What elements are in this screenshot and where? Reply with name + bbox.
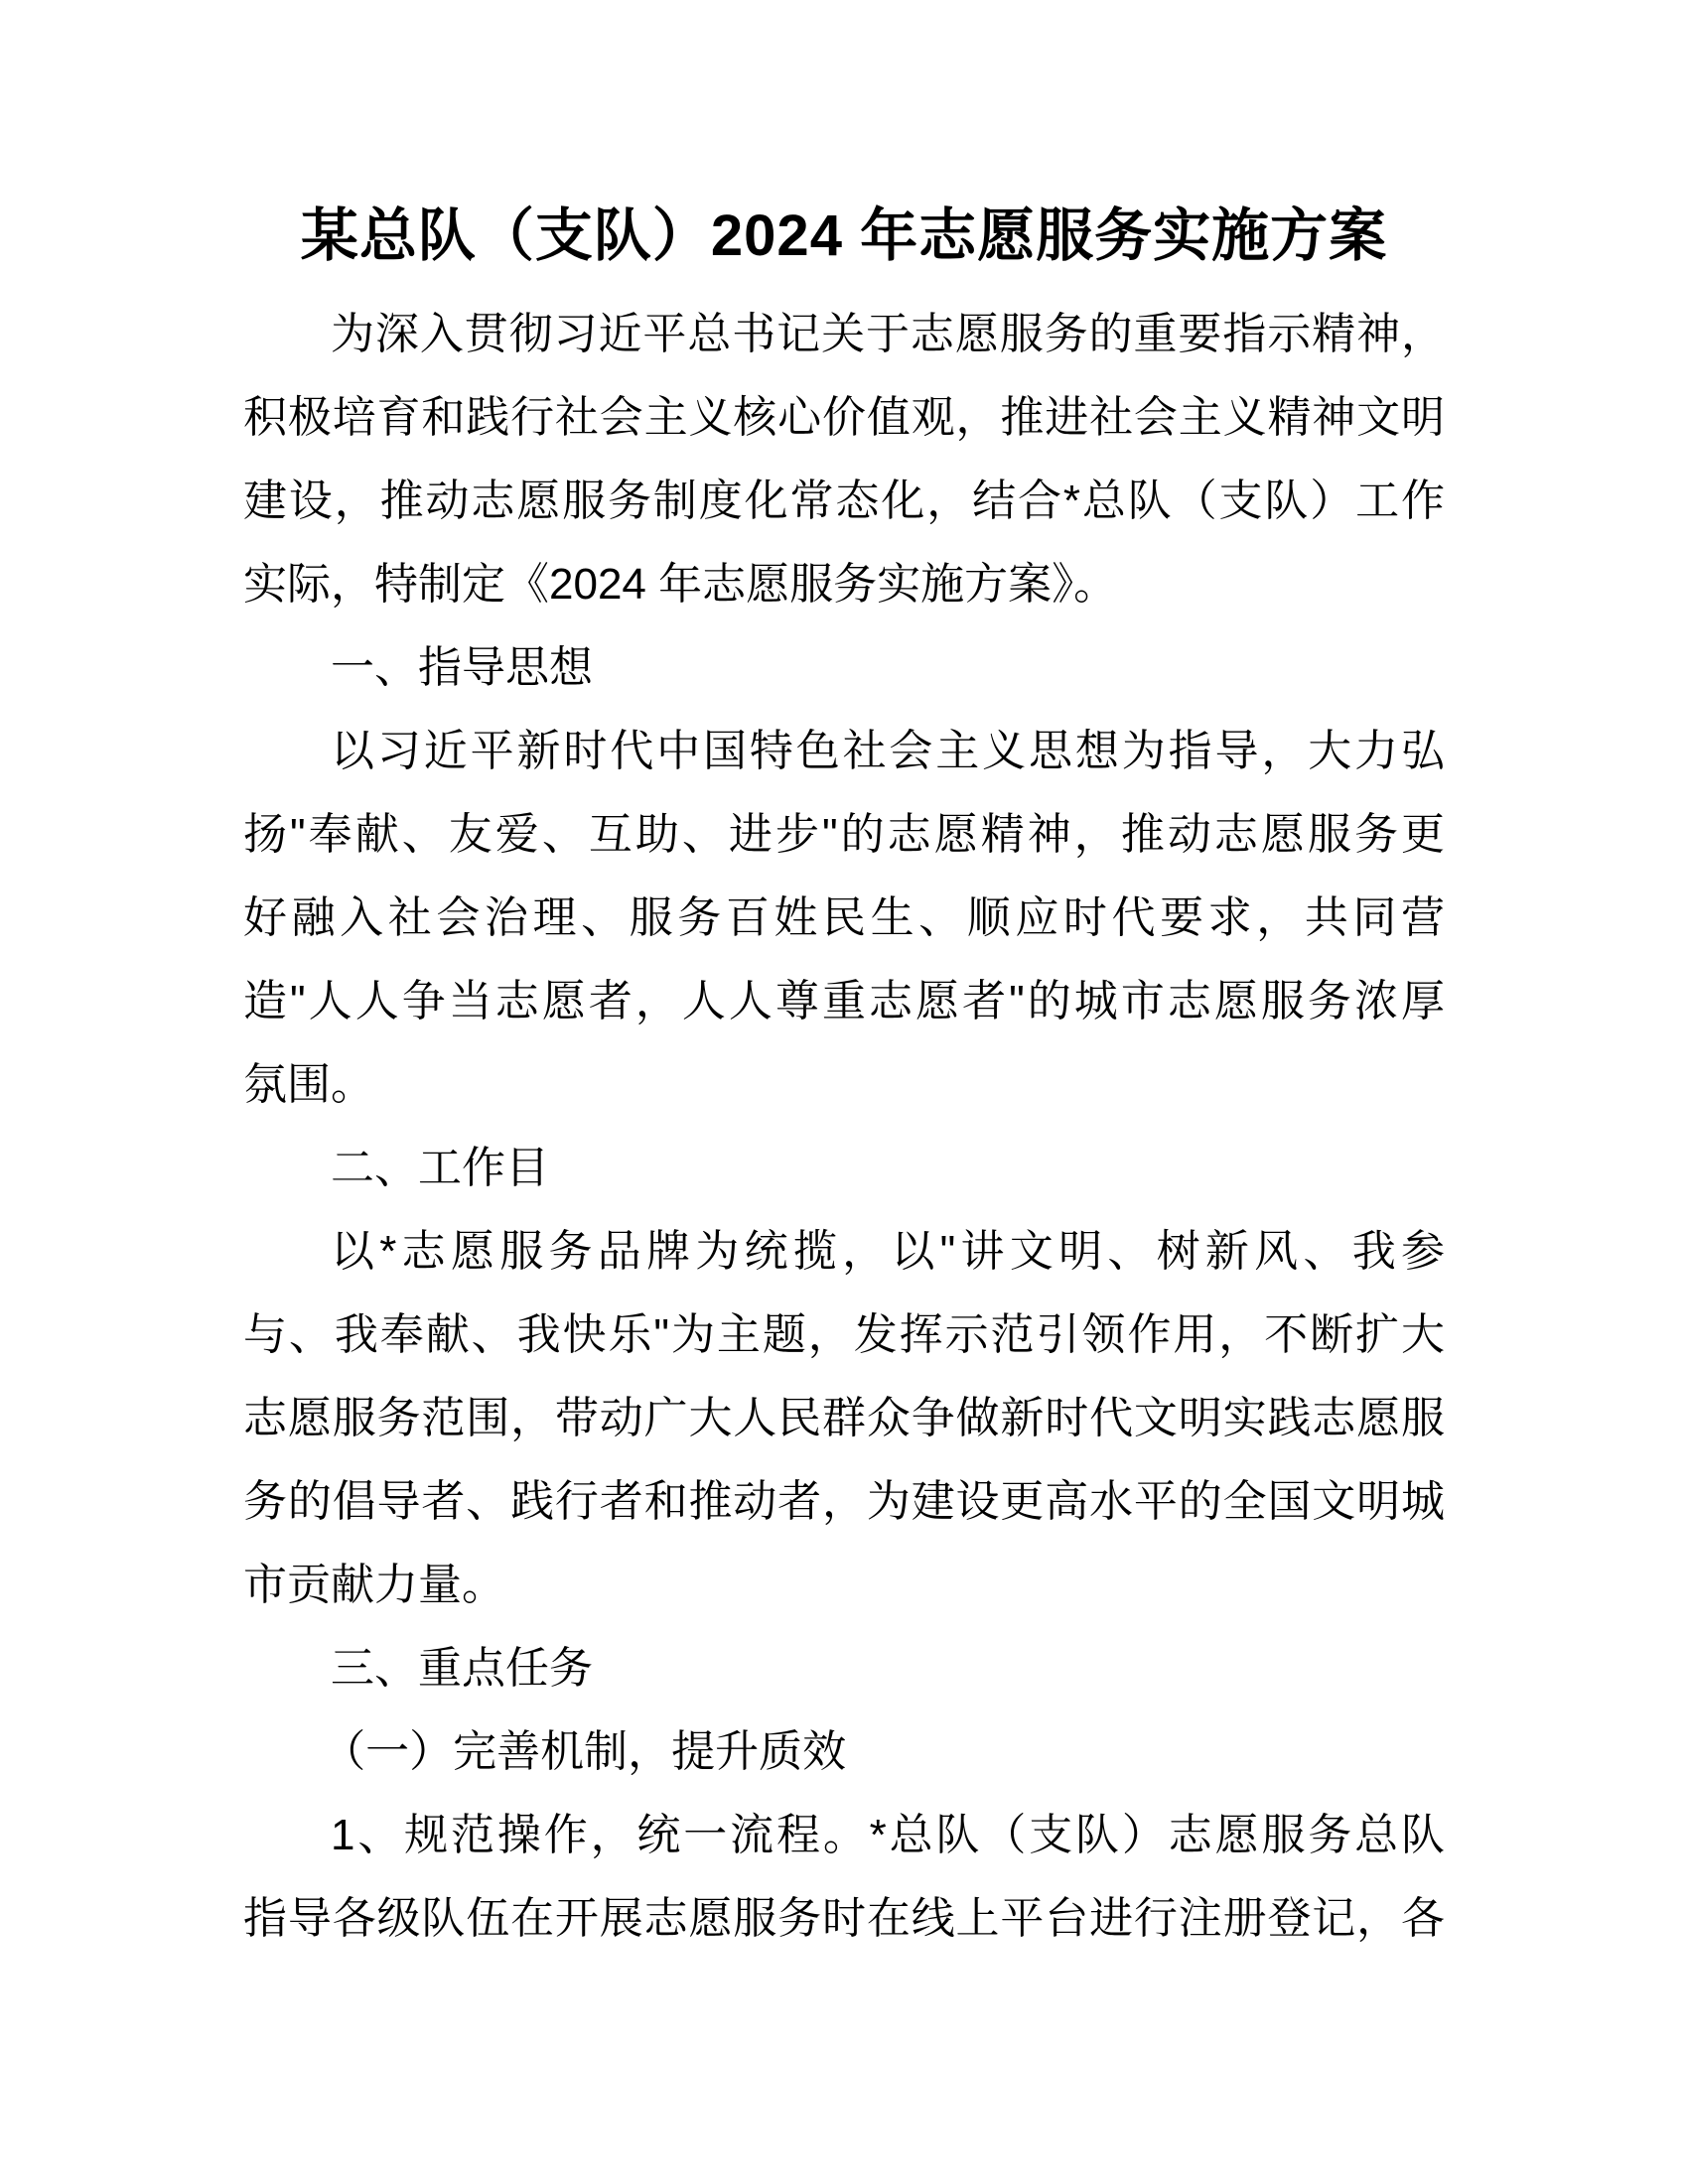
text-line: 以*志愿服务品牌为统揽，以"讲文明、树新风、我参 bbox=[331, 1227, 1445, 1276]
subsection-heading-1: （一）完善机制，提升质效 bbox=[322, 1727, 847, 1776]
paragraph-key-task-1 bbox=[243, 1794, 1445, 1961]
section-heading-2: 二、工作目 bbox=[331, 1144, 549, 1192]
text-line: 氛围。 bbox=[243, 1060, 374, 1109]
text-line: 与、我奉献、我快乐"为主题，发挥示范引领作用，不断扩大 bbox=[243, 1310, 1445, 1359]
text-line: 为深入贯彻习近平总书记关于志愿服务的重要指示精神， bbox=[331, 310, 1445, 358]
text-line: 积极培育和践行社会主义核心价值观，推进社会主义精神文明 bbox=[243, 393, 1445, 442]
text-line: 造"人人争当志愿者，人人尊重志愿者"的城市志愿服务浓厚 bbox=[243, 977, 1445, 1025]
section-heading-3: 三、重点任务 bbox=[331, 1644, 593, 1693]
text-line: 建设，推动志愿服务制度化常态化，结合*总队（支队）工作 bbox=[243, 477, 1445, 525]
text-line: 1、规范操作，统一流程。*总队（支队）志愿服务总队 bbox=[331, 1811, 1445, 1859]
text-line: 市贡献力量。 bbox=[243, 1561, 505, 1609]
paragraph-guiding-ideology bbox=[243, 710, 1445, 1127]
text-line: 扬"奉献、友爱、互助、进步"的志愿精神，推动志愿服务更 bbox=[243, 810, 1445, 859]
text-line: 以习近平新时代中国特色社会主义思想为指导，大力弘 bbox=[331, 727, 1445, 775]
paragraph-intro bbox=[243, 293, 1445, 626]
paragraph-work-goal bbox=[243, 1210, 1445, 1627]
section-heading-1: 一、指导思想 bbox=[331, 643, 593, 692]
text-line: 实际，特制定《2024 年志愿服务实施方案》。 bbox=[243, 560, 1118, 609]
text-line: 务的倡导者、践行者和推动者，为建设更高水平的全国文明城 bbox=[243, 1477, 1445, 1526]
page-title: 某总队（支队）2024 年志愿服务实施方案 bbox=[300, 204, 1388, 268]
text-line: 好融入社会治理、服务百姓民生、顺应时代要求，共同营 bbox=[243, 893, 1445, 942]
text-line: 志愿服务范围，带动广大人民群众争做新时代文明实践志愿服 bbox=[243, 1394, 1445, 1442]
text-line: 指导各级队伍在开展志愿服务时在线上平台进行注册登记，各 bbox=[243, 1894, 1445, 1943]
